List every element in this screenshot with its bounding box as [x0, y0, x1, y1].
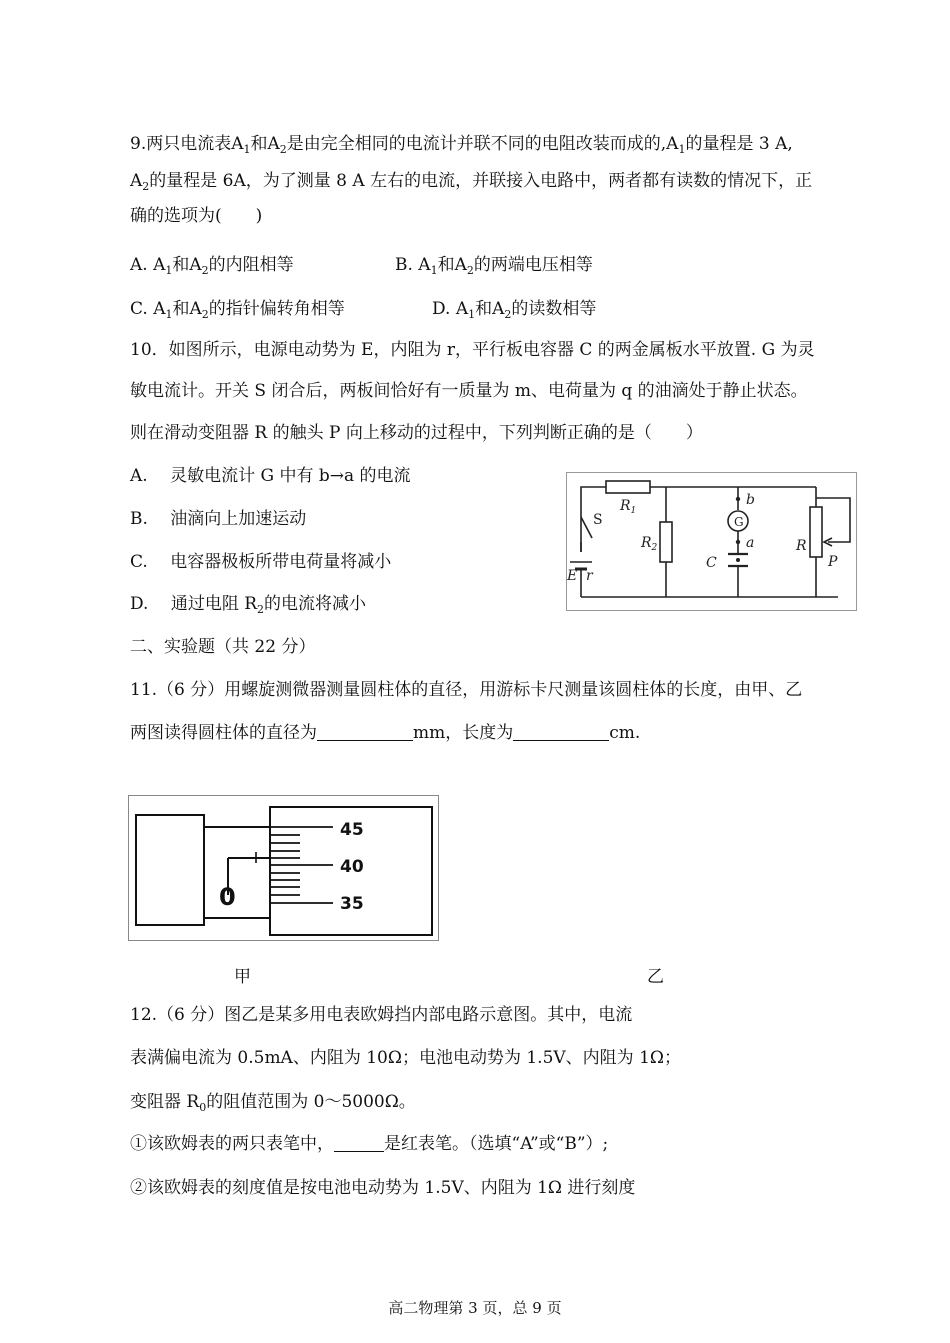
page-footer: 高二物理第 3 页，总 9 页: [388, 1299, 562, 1317]
switch-label: S: [593, 512, 603, 528]
q11-line-2: 两图读得圆柱体的直径为 mm，长度为 cm.: [130, 723, 641, 743]
length-blank[interactable]: [513, 722, 609, 741]
q9-option-b: B. $A_1$和$A_2$的两端电压相等: [395, 255, 593, 277]
q12-line-3: 变阻器 $R_0$的阻值范围为 0～5000Ω。: [130, 1092, 416, 1114]
q9-option-d: D. $A_1$和$A_2$的读数相等: [432, 299, 597, 321]
r2-label: $R_2$: [641, 535, 658, 553]
q9-option-c: C. $A_1$和$A_2$的指针偏转角相等: [130, 299, 345, 321]
emf-label: E: [567, 568, 578, 584]
internal-r-label: r: [586, 568, 593, 584]
q12-line-1: 12.（6 分）图乙是某多用电表欧姆挡内部电路示意图。其中，电流: [130, 1005, 633, 1025]
q10-option-b: B. 油滴向上加速运动: [130, 509, 307, 529]
q10-line-3: 则在滑动变阻器 R 的触头 P 向上移动的过程中，下列判断正确的是（ ）: [130, 423, 703, 443]
q9-line-2: $A_2$的量程是 6A，为了测量 8 A 左右的电流，并联接入电路中，两者都有读数的情况下，正: [130, 171, 813, 193]
red-probe-blank[interactable]: [334, 1133, 384, 1152]
scale-label-40: 40: [340, 857, 364, 877]
caption-jia: 甲: [234, 967, 251, 987]
q9-line-3: 确的选项为( ): [130, 206, 263, 226]
scale-label-35: 35: [340, 894, 364, 914]
micrometer-figure: [128, 795, 440, 942]
rheostat-label: R: [796, 538, 807, 554]
capacitor-label: C: [706, 555, 717, 571]
slider-p-label: P: [828, 554, 838, 570]
q9-line-1: 9.两只电流表$A_1$和$A_2$是由完全相同的电流计并联不同的电阻改装而成的$,A_1$的量程是 3 A,: [130, 134, 793, 156]
q12-line-5: ②该欧姆表的刻度值是按电池电动势为 1.5V、内阻为 1Ω 进行刻度: [130, 1178, 636, 1198]
q12-line-2: 表满偏电流为 0.5mA、内阻为 10Ω；电池电动势为 1.5V、内阻为 1Ω；: [130, 1048, 681, 1068]
main-scale-zero: 0: [219, 883, 236, 911]
galvanometer-label: G: [734, 515, 744, 529]
q12-line-4: ①该欧姆表的两只表笔中， 是红表笔。（选填“A”或“B”）;: [130, 1134, 609, 1154]
q9-option-a: A. $A_1$和$A_2$的内阻相等: [130, 255, 294, 277]
q11-line-1: 11.（6 分）用螺旋测微器测量圆柱体的直径，用游标卡尺测量该圆柱体的长度，由甲、乙: [130, 680, 803, 700]
q10-line-2: 敏电流计。开关 S 闭合后，两板间恰好有一质量为 m、电荷量为 q 的油滴处于静止状态。: [130, 381, 808, 401]
q10-line-1: 10．如图所示，电源电动势为 E，内阻为 r，平行板电容器 C 的两金属板水平放置. G 为灵: [130, 340, 815, 360]
section-2-heading: 二、实验题（共 22 分）: [130, 637, 316, 657]
q10-option-a: A. 灵敏电流计 G 中有 b→a 的电流: [130, 466, 411, 486]
q10-option-c: C. 电容器极板所带电荷量将减小: [130, 552, 392, 572]
node-b-label: b: [746, 492, 755, 508]
node-a-label: a: [746, 535, 755, 551]
diameter-blank[interactable]: [317, 722, 413, 741]
caption-yi: 乙: [647, 967, 664, 987]
q10-option-d: D. 通过电阻 $R_2$的电流将减小: [130, 594, 367, 616]
scale-label-45: 45: [340, 820, 364, 840]
r1-label: $R_1$: [620, 498, 637, 516]
q10-circuit-diagram: [566, 472, 857, 611]
